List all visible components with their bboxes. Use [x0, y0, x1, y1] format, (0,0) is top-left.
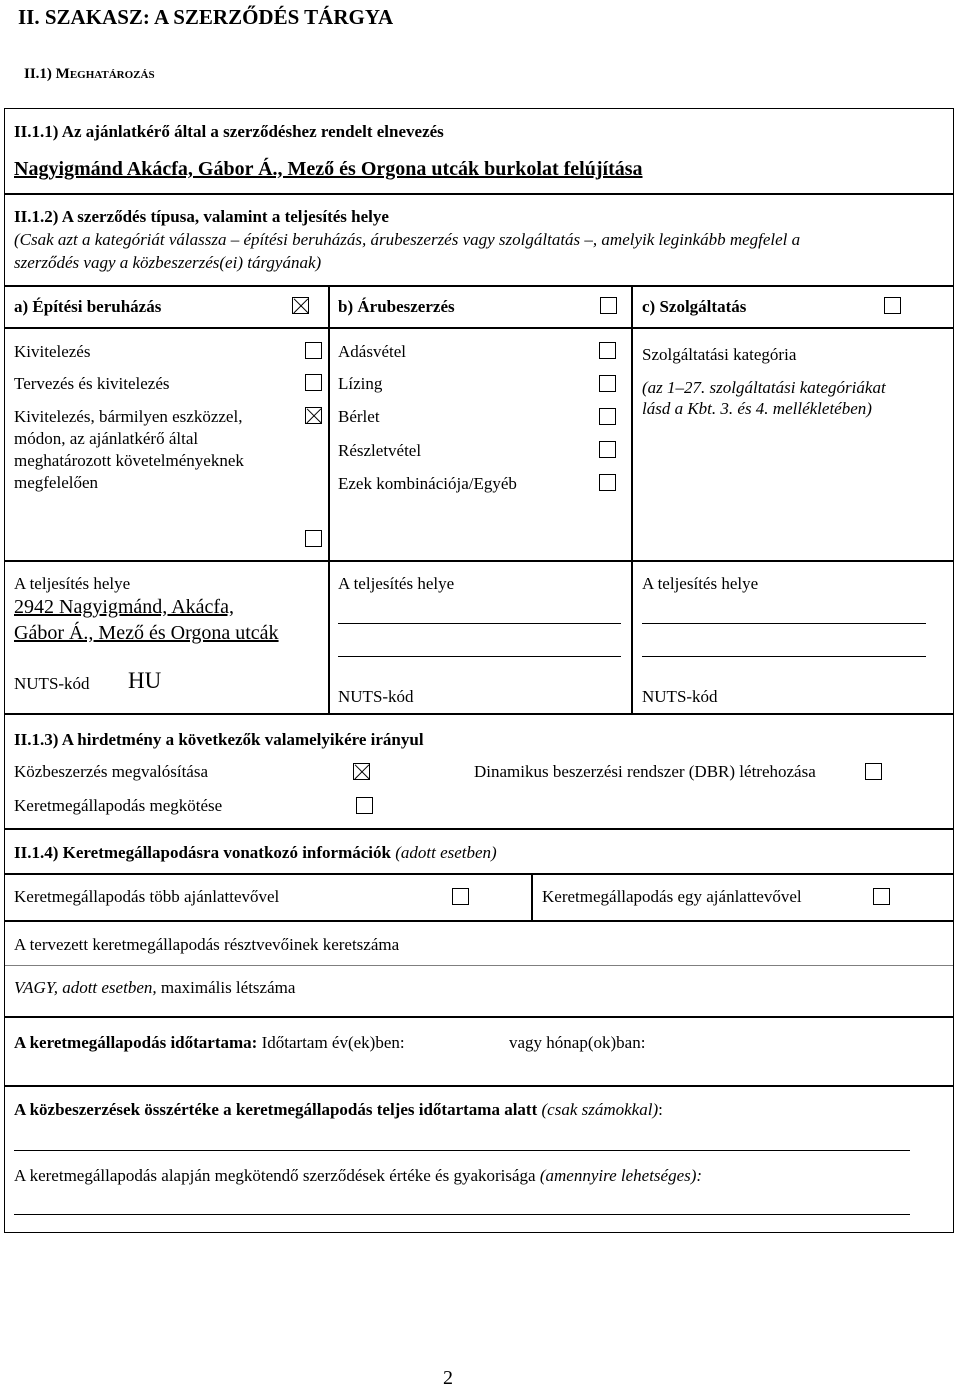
place-b-line-1: [338, 623, 621, 624]
works-any-means-checkbox[interactable]: [305, 407, 322, 424]
service-category-label: Szolgáltatási kategória: [642, 345, 797, 364]
divider: [4, 828, 954, 830]
duration-months-label: vagy hónap(ok)ban:: [509, 1033, 646, 1052]
place-label-a: A teljesítés helye: [14, 574, 131, 593]
place-b-line-2: [338, 656, 621, 657]
duration-label: [14, 1032, 405, 1054]
or-word: VAGY: [14, 978, 54, 997]
supplies-rental-checkbox[interactable]: [599, 408, 616, 425]
supplies-combination-checkbox[interactable]: [599, 474, 616, 491]
place-label-c: A teljesítés helye: [642, 574, 759, 593]
type-table-header-bottom: [4, 327, 954, 329]
contract-type-label: II.1.2) A szerződés típusa, valamint a teljesítés helye: [14, 207, 389, 226]
dps-label: Dinamikus beszerzési rendszer (DBR) létrehozása: [474, 762, 816, 781]
framework-one-label: Keretmegállapodás egy ajánlattevővel: [542, 887, 802, 906]
page-number: 2: [443, 1367, 453, 1389]
nuts-label-b: NUTS-kód: [338, 687, 414, 706]
total-value-title: A közbeszerzések összértéke a keretmegállapodás teljes időtartama alatt: [14, 1100, 538, 1119]
duration-top: [4, 1016, 954, 1018]
works-item-any-means-3: meghatározott követelményeknek: [14, 451, 244, 470]
supplies-item-purchase: Adásvétel: [338, 342, 406, 361]
works-design-execution-checkbox[interactable]: [305, 374, 322, 391]
supplies-item-combination: Ezek kombinációja/Egyéb: [338, 474, 517, 493]
total-value-label: [14, 1099, 663, 1121]
max-participants-label: [14, 977, 295, 999]
section-title: II. SZAKASZ: A SZERZŐDÉS TÁRGYA: [18, 5, 394, 29]
works-checkbox[interactable]: [292, 297, 309, 314]
col-divider-2: [631, 285, 633, 713]
supplies-item-rental: Bérlet: [338, 407, 380, 426]
col-b-title: b) Árubeszerzés: [338, 297, 455, 316]
participants-label: A tervezett keretmegállapodás résztvevőinek keretszáma: [14, 935, 400, 954]
or-rest: maximális létszáma: [156, 978, 296, 997]
col-divider-1: [328, 285, 330, 713]
service-category-note-1: (az 1–27. szolgáltatási kategóriákat: [642, 378, 886, 397]
contract-type-note-2: szerződés vagy a közbeszerzés(ei) tárgyának): [14, 253, 322, 272]
framework-info-title: II.1.4) Keretmegállapodásra vonatkozó információk: [14, 843, 391, 862]
supplies-item-hire-purchase: Részletvétel: [338, 441, 422, 460]
col-a-title: a) Építési beruházás: [14, 297, 162, 316]
works-item-execution: Kivitelezés: [14, 342, 91, 361]
works-extra-checkbox[interactable]: [305, 530, 322, 547]
place-row-top: [4, 560, 954, 562]
place-row-bottom: [4, 713, 954, 715]
contract-value-note: (amennyire lehetséges):: [539, 1166, 703, 1185]
total-value-note: (csak számokkal): [541, 1100, 659, 1119]
duration-years: Időtartam év(ek)ben:: [257, 1033, 405, 1052]
total-value-input-line[interactable]: [14, 1150, 910, 1151]
duration-bottom: [4, 1085, 954, 1087]
framework-many-label: Keretmegállapodás több ajánlattevővel: [14, 887, 280, 906]
contract-name-label: II.1.1) Az ajánlatkérő által a szerződéshez rendelt elnevezés: [14, 122, 444, 141]
contract-name-value: Nagyigmánd Akácfa, Gábor Á., Mező és Orgona utcák burkolat felújítása: [14, 158, 643, 180]
works-item-any-means-2: módon, az ajánlatkérő által: [14, 429, 199, 448]
contract-value-input-line[interactable]: [14, 1214, 910, 1215]
nuts-label-a: NUTS-kód: [14, 674, 90, 693]
divider: [4, 193, 954, 195]
framework-one-checkbox[interactable]: [873, 888, 890, 905]
framework-options-divider: [531, 873, 533, 920]
framework-conclusion-label: Keretmegállapodás megkötése: [14, 796, 223, 815]
works-item-any-means-4: megfelelően: [14, 473, 99, 492]
works-item-design-execution: Tervezés és kivitelezés: [14, 374, 170, 393]
works-item-any-means-1: Kivitelezés, bármilyen eszközzel,: [14, 407, 243, 426]
participants-divider: [4, 965, 954, 966]
framework-many-checkbox[interactable]: [452, 888, 469, 905]
framework-info-note: (adott esetben): [395, 843, 497, 862]
nuts-label-c: NUTS-kód: [642, 687, 718, 706]
dps-checkbox[interactable]: [865, 763, 882, 780]
notice-target-label: II.1.3) A hirdetmény a következők valamelyikére irányul: [14, 730, 424, 749]
place-value-line-2: Gábor Á., Mező és Orgona utcák: [14, 622, 279, 644]
service-category-note-2: lásd a Kbt. 3. és 4. mellékletében): [642, 399, 872, 418]
nuts-value-a: HU: [128, 668, 162, 693]
framework-conclusion-checkbox[interactable]: [356, 797, 373, 814]
type-table-top: [4, 285, 954, 287]
supplies-lease-checkbox[interactable]: [599, 375, 616, 392]
public-procurement-checkbox[interactable]: [353, 763, 370, 780]
supplies-hire-purchase-checkbox[interactable]: [599, 441, 616, 458]
total-value-colon: :: [658, 1100, 663, 1119]
services-checkbox[interactable]: [884, 297, 901, 314]
supplies-checkbox[interactable]: [600, 297, 617, 314]
contract-value-text: A keretmegállapodás alapján megkötendő szerződések értéke és gyakorisága: [14, 1166, 536, 1185]
place-value-line-1: 2942 Nagyigmánd, Akácfa,: [14, 596, 234, 618]
framework-options-bottom: [4, 920, 954, 922]
contract-type-note-1: (Csak azt a kategóriát válassza – építési beruházás, árubeszerzés vagy szolgáltatás –, amelyik leginkább megfelel a: [14, 230, 801, 249]
duration-title: A keretmegállapodás időtartama:: [14, 1033, 258, 1052]
or-note: , adott esetben,: [53, 978, 157, 997]
framework-info-label: [14, 842, 497, 864]
supplies-purchase-checkbox[interactable]: [599, 342, 616, 359]
supplies-item-lease: Lízing: [338, 374, 383, 393]
col-c-title: c) Szolgáltatás: [642, 297, 747, 316]
place-label-b: A teljesítés helye: [338, 574, 455, 593]
subsection-title: II.1) Meghatározás: [24, 66, 155, 82]
public-procurement-label: Közbeszerzés megvalósítása: [14, 762, 208, 781]
framework-table-top: [4, 873, 954, 875]
works-execution-checkbox[interactable]: [305, 342, 322, 359]
contract-value-label: [14, 1165, 702, 1187]
place-c-line-2: [642, 656, 926, 657]
place-c-line-1: [642, 623, 926, 624]
